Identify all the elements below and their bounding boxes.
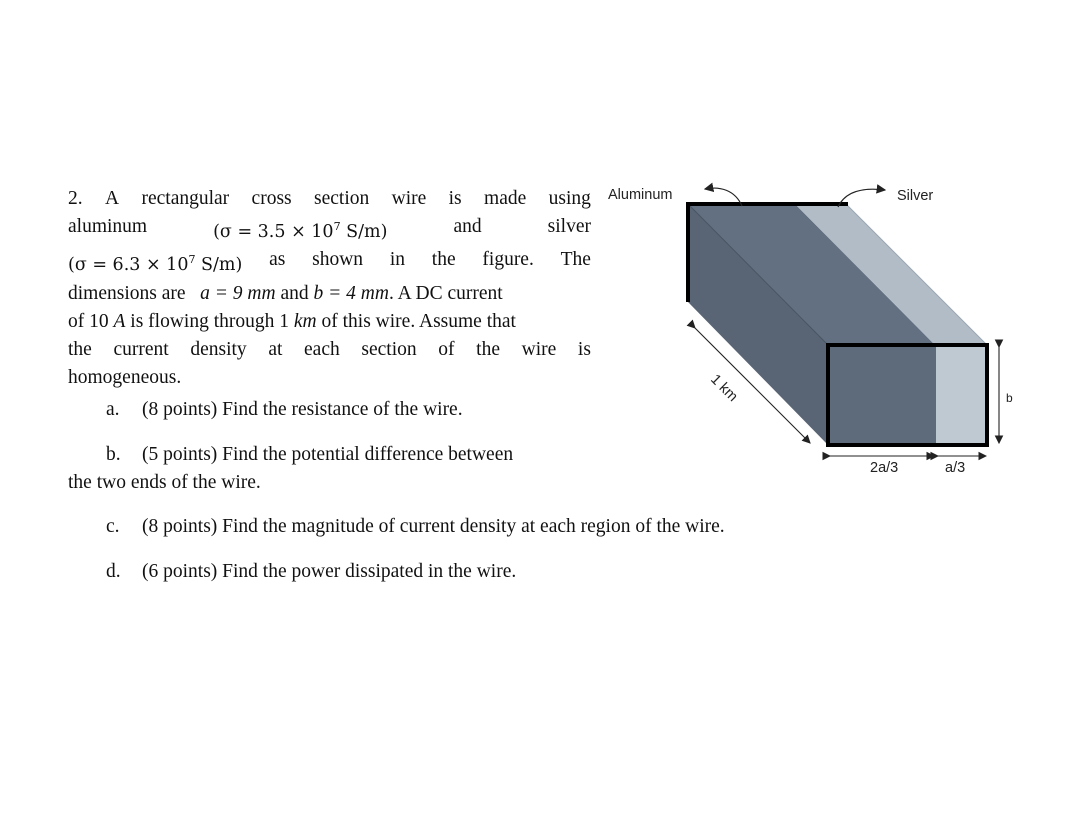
question-c	[106, 516, 725, 538]
dimension-b: b = 4 mm	[313, 282, 389, 304]
question-d-text: (6 points) Find the power dissipated in the wire.	[142, 561, 517, 582]
problem-line-3: ($\sigma = 6.3 \times 10^7$ S/m) as shown in the figure. The	[68, 246, 591, 279]
question-c-label: c.	[106, 516, 120, 537]
question-b-text: (5 points) Find the potential difference between	[142, 444, 514, 465]
silver-cross-section	[936, 345, 987, 445]
question-d	[106, 561, 516, 583]
length-label: 1 km	[707, 371, 741, 406]
question-d-label: d.	[106, 561, 121, 582]
problem-line-2: aluminum ($\sigma = 3.5 \times 10^7$ S/m) and silver	[68, 213, 591, 246]
question-b	[106, 444, 513, 466]
problem-line-4: dimensions are a = 9 mm and b = 4 mm . A DC current	[68, 280, 591, 308]
question-a-text: (8 points) Find the resistance of the wire.	[142, 399, 463, 420]
question-b-continued: the two ends of the wire.	[68, 472, 261, 493]
aluminum-label: Aluminum	[608, 187, 673, 203]
question-a-label: a.	[106, 399, 120, 420]
problem-statement	[68, 185, 591, 393]
question-c-text: (8 points) Find the magnitude of current density at each region of the wire.	[142, 516, 725, 537]
question-b-label: b.	[106, 444, 121, 465]
aluminum-conductivity: ($\sigma = 3.5 \times 10^7$ S/m)	[213, 220, 388, 243]
width-ag-label: a/3	[945, 460, 966, 476]
problem-line-6: the current density at each section of the wire is	[68, 339, 591, 361]
question-a	[106, 399, 463, 421]
height-label: b	[1006, 391, 1013, 405]
silver-label: Silver	[897, 188, 934, 204]
problem-line-7: homogeneous.	[68, 367, 182, 389]
silver-conductivity: ($\sigma = 6.3 \times 10^7$ S/m)	[68, 253, 243, 276]
problem-line-1: 2. A rectangular cross section wire is made using	[68, 185, 591, 213]
wire-figure	[600, 175, 1040, 485]
problem-line-5: of 10 A is flowing through 1 km of this wire. Assume that	[68, 310, 516, 332]
width-al-label: 2a/3	[870, 460, 899, 476]
aluminum-cross-section	[828, 345, 936, 445]
dimension-a: a = 9 mm	[200, 282, 276, 304]
problem-number: 2.	[68, 188, 83, 209]
